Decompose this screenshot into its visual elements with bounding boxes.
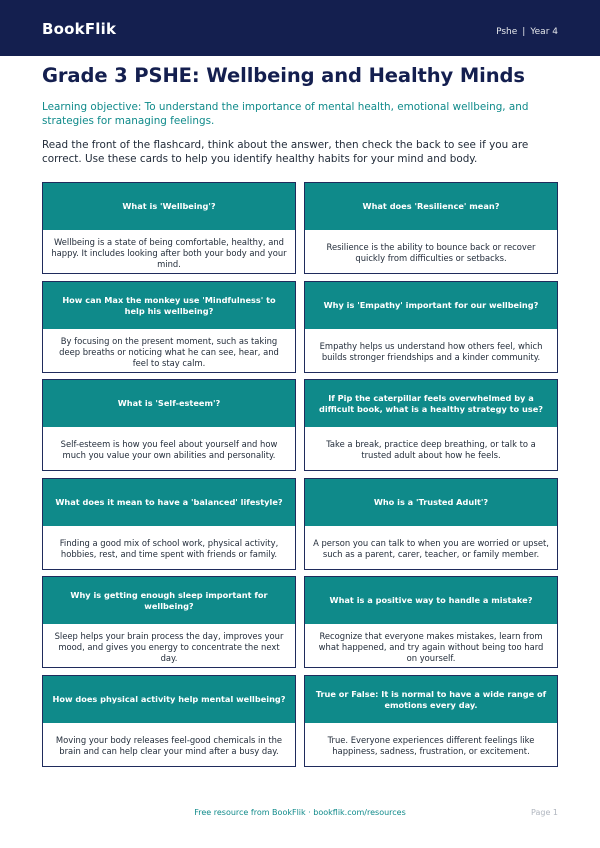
page-header xyxy=(0,0,600,56)
flashcard-front: What is a positive way to handle a mistake? xyxy=(305,577,557,624)
subject-label: Pshe xyxy=(496,27,518,37)
flashcard[interactable] xyxy=(304,576,558,668)
separator: | xyxy=(522,27,526,37)
flashcard-back: Self-esteem is how you feel about yourself and how much you value your own abilities and personality. xyxy=(60,439,278,460)
flashcard[interactable] xyxy=(304,182,558,274)
flashcard-back: Empathy helps us understand how others feel, which builds stronger friendships and a kinder community. xyxy=(319,341,543,362)
flashcard-front: How can Max the monkey use 'Mindfulness' to help his wellbeing? xyxy=(43,282,295,329)
flashcard-front: What does it mean to have a 'balanced' lifestyle? xyxy=(43,479,295,526)
flashcard-front: What does 'Resilience' mean? xyxy=(305,183,557,230)
flashcard-back: Wellbeing is a state of being comfortable, healthy, and happy. It includes looking after both your body and your mind. xyxy=(51,236,287,269)
flashcard-back: Take a break, practice deep breathing, or talk to a trusted adult about how he feels. xyxy=(326,439,536,460)
flashcard-back: Recognize that everyone makes mistakes, learn from what happened, and try again without being too hard on yourself. xyxy=(318,630,544,663)
flashcard[interactable] xyxy=(42,478,296,570)
flashcard-front: How does physical activity help mental wellbeing? xyxy=(43,676,295,723)
flashcard-back: Sleep helps your brain process the day, improves your mood, and gives you energy to concentrate the next day. xyxy=(54,630,284,663)
brand-logo[interactable]: BookFlik xyxy=(42,20,117,38)
flashcard-back: Finding a good mix of school work, physical activity, hobbies, rest, and time spent with friends or family. xyxy=(59,538,279,559)
flashcard-back: Moving your body releases feel-good chemicals in the brain and can help clear your mind after a busy day. xyxy=(55,735,283,756)
flashcard-back: True. Everyone experiences different feelings like happiness, sadness, frustration, or excitement. xyxy=(327,735,535,756)
flashcard[interactable] xyxy=(42,675,296,767)
flashcard[interactable] xyxy=(304,281,558,373)
flashcard-back: Resilience is the ability to bounce back or recover quickly from difficulties or setbacks. xyxy=(326,242,536,263)
flashcard[interactable] xyxy=(42,379,296,471)
flashcard[interactable] xyxy=(304,675,558,767)
flashcard-front: True or False: It is normal to have a wide range of emotions every day. xyxy=(305,676,557,723)
flashcard-front: Why is 'Empathy' important for our wellbeing? xyxy=(305,282,557,329)
flashcard[interactable] xyxy=(304,478,558,570)
flashcard-front: If Pip the caterpillar feels overwhelmed by a difficult book, what is a healthy strategy to use? xyxy=(305,380,557,427)
flashcard-front: What is 'Self-esteem'? xyxy=(43,380,295,427)
flashcard-back: By focusing on the present moment, such as taking deep breaths or noticing what he can see, hear, and feel to stay calm. xyxy=(59,335,279,368)
flashcard[interactable] xyxy=(42,281,296,373)
flashcard-front: Who is a 'Trusted Adult'? xyxy=(305,479,557,526)
flashcard-back: A person you can talk to when you are worried or upset, such as a parent, carer, teacher, or family member. xyxy=(313,538,549,559)
learning-objective: Learning objective: To understand the importance of mental health, emotional wellbeing, and strategies for managing feelings. xyxy=(42,101,529,127)
footer-link[interactable]: Free resource from BookFlik · bookflik.com/resources xyxy=(194,808,406,817)
flashcard[interactable] xyxy=(304,379,558,471)
flashcard[interactable] xyxy=(42,576,296,668)
instructions: Read the front of the flashcard, think about the answer, then check the back to see if you are correct. Use these cards to help you identify healthy habits for your mind and body. xyxy=(42,139,529,165)
page-title: Grade 3 PSHE: Wellbeing and Healthy Minds xyxy=(42,64,525,87)
page-number: Page 1 xyxy=(531,808,558,817)
flashcard[interactable] xyxy=(42,182,296,274)
year-label: Year 4 xyxy=(530,27,558,37)
subject-year-label xyxy=(496,27,558,37)
flashcard-front: What is 'Wellbeing'? xyxy=(43,183,295,230)
flashcard-front: Why is getting enough sleep important for wellbeing? xyxy=(43,577,295,624)
